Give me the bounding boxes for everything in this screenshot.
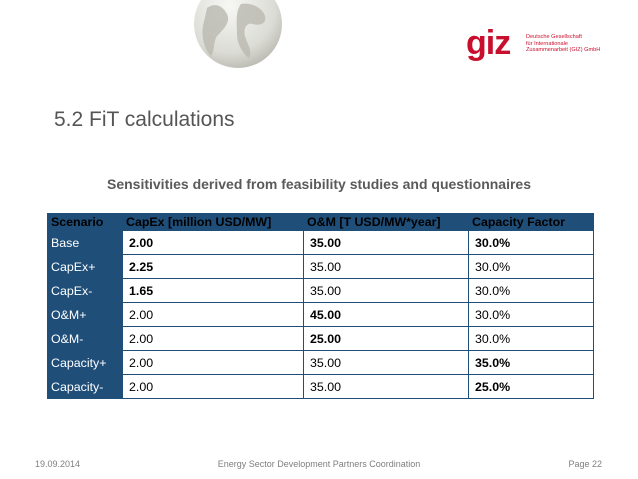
om-cell: 25.00 bbox=[304, 327, 469, 351]
table-row bbox=[48, 279, 594, 303]
scenario-cell: Capacity+ bbox=[48, 351, 123, 375]
scenario-cell: Capacity- bbox=[48, 375, 123, 399]
table-row bbox=[48, 375, 594, 399]
header-scenario: Scenario bbox=[48, 214, 123, 231]
om-cell: 35.00 bbox=[304, 279, 469, 303]
scenario-cell: Base bbox=[48, 231, 123, 255]
capacity-factor-cell: 25.0% bbox=[469, 375, 594, 399]
capex-cell: 2.25 bbox=[123, 255, 304, 279]
capacity-factor-cell: 30.0% bbox=[469, 279, 594, 303]
om-cell: 35.00 bbox=[304, 351, 469, 375]
scenario-cell: O&M+ bbox=[48, 303, 123, 327]
slide-title: 5.2 FiT calculations bbox=[54, 108, 235, 131]
table-row bbox=[48, 255, 594, 279]
scenario-cell: CapEx- bbox=[48, 279, 123, 303]
capacity-factor-cell: 30.0% bbox=[469, 255, 594, 279]
logo-line: Deutsche Gesellschaft bbox=[526, 34, 582, 40]
capex-cell: 2.00 bbox=[123, 231, 304, 255]
capacity-factor-cell: 30.0% bbox=[469, 303, 594, 327]
scenario-cell: CapEx+ bbox=[48, 255, 123, 279]
om-cell: 35.00 bbox=[304, 231, 469, 255]
capex-cell: 2.00 bbox=[123, 375, 304, 399]
table-row bbox=[48, 303, 594, 327]
om-cell: 35.00 bbox=[304, 255, 469, 279]
table-header-row bbox=[48, 214, 594, 231]
om-cell: 35.00 bbox=[304, 375, 469, 399]
giz-logo bbox=[466, 24, 616, 70]
footer-page: Page 22 bbox=[568, 459, 602, 469]
capex-cell: 2.00 bbox=[123, 351, 304, 375]
footer-date: 19.09.2014 bbox=[35, 459, 81, 469]
om-cell: 45.00 bbox=[304, 303, 469, 327]
slide-subtitle: Sensitivities derived from feasibility studies and questionnaires bbox=[106, 176, 531, 192]
footer-center: Energy Sector Development Partners Coordination bbox=[217, 459, 421, 469]
scenario-cell: O&M- bbox=[48, 327, 123, 351]
capacity-factor-cell: 30.0% bbox=[469, 231, 594, 255]
globe-graphic bbox=[193, 0, 283, 72]
header-capex: CapEx [million USD/MW] bbox=[123, 214, 304, 231]
table-row bbox=[48, 231, 594, 255]
logo-line: für Internationale bbox=[526, 40, 568, 47]
logo-text bbox=[526, 34, 616, 54]
capacity-factor-cell: 35.0% bbox=[469, 351, 594, 375]
sensitivity-table bbox=[47, 213, 594, 399]
capacity-factor-cell: 30.0% bbox=[469, 327, 594, 351]
header-capacity-factor: Capacity Factor bbox=[469, 214, 594, 231]
capex-cell: 2.00 bbox=[123, 327, 304, 351]
table-row bbox=[48, 327, 594, 351]
capex-cell: 2.00 bbox=[123, 303, 304, 327]
logo-brand: giz bbox=[466, 24, 511, 62]
header-om: O&M [T USD/MW*year] bbox=[304, 214, 469, 231]
logo-line: Zusammenarbeit (GIZ) GmbH bbox=[526, 47, 601, 54]
table-row bbox=[48, 351, 594, 375]
capex-cell: 1.65 bbox=[123, 279, 304, 303]
